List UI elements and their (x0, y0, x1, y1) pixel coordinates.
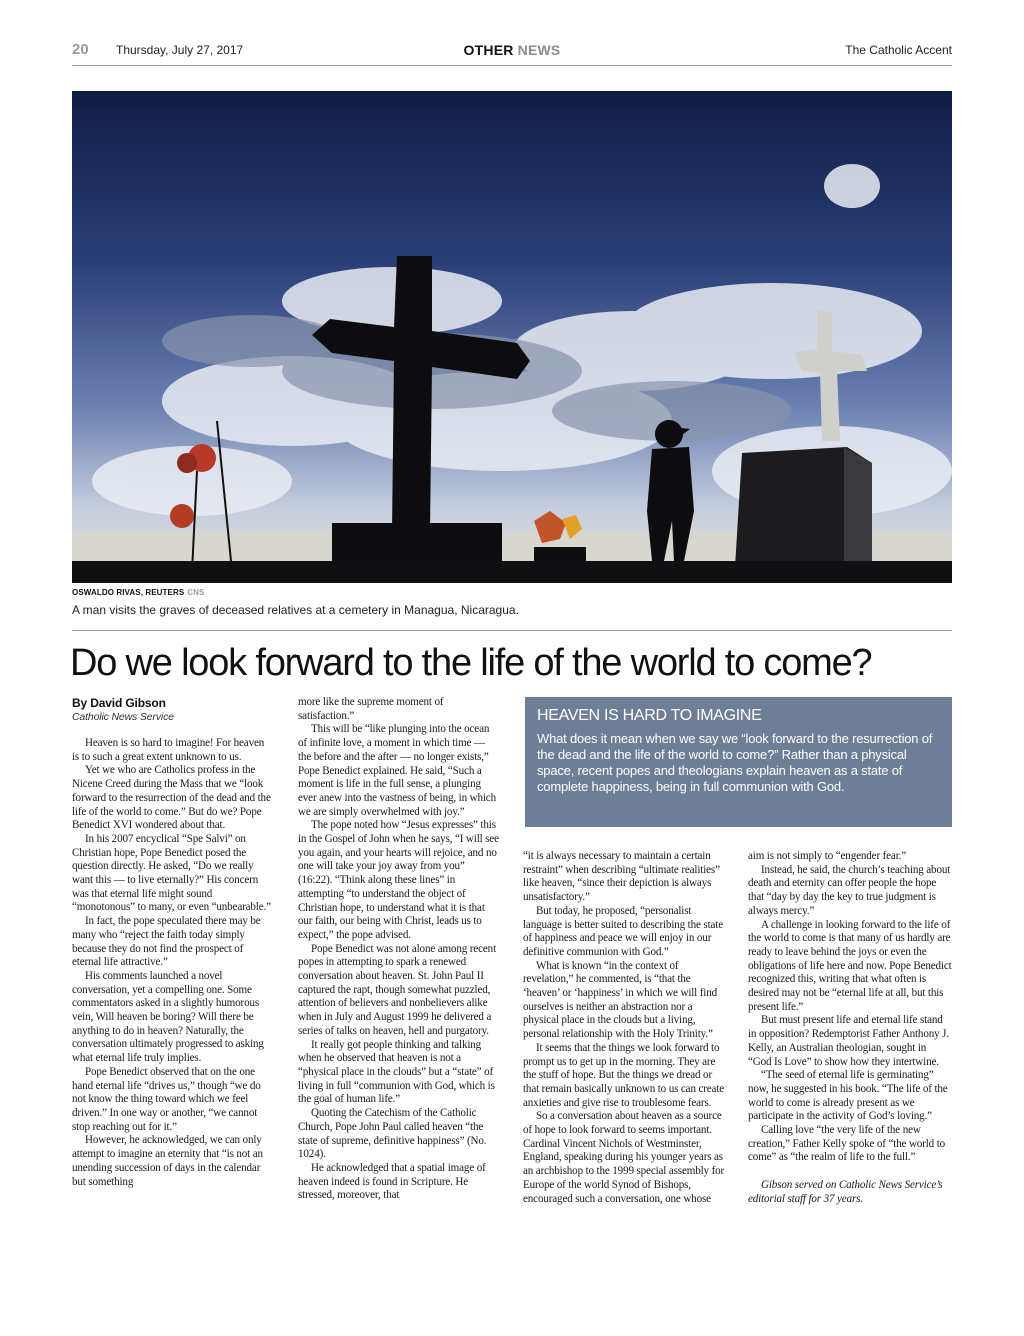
paragraph: It really got people thinking and talking when he observed that heaven is not a “physical place in the clouds” but a “state” of living in full “communion with God, which is the goal of human life.” (298, 1038, 495, 1106)
article-column-3 (523, 850, 726, 1206)
paragraph: He acknowledged that a spatial image of heaven indeed is found in Scripture. He stressed, moreover, that (298, 1161, 486, 1202)
paragraph: Pope Benedict observed that on the one hand eternal life “drives us,” though “we do not know the thing toward which we feel driven.” In one way or another, “we cannot stop reaching out for it.” (72, 1065, 261, 1133)
paragraph: Pope Benedict was not alone among recent popes in attempting to spark a renewed conversation about heaven. St. John Paul II captured the rapt, though somewhat puzzled, attention of believers and nonbelievers alike when in July and August 1999 he delivered a series of talks on heaven, hell and purgatory. (298, 942, 496, 1037)
byline: By David Gibson (72, 696, 166, 710)
paragraph-continued: “it is always necessary to maintain a certain restraint” when describing “ultimate realities” like heaven, “since their depiction is always unsatisfactory.” (523, 850, 720, 904)
author-signoff: Gibson served on Catholic News Service’s editorial staff for 37 years. (748, 1179, 943, 1205)
section-name (72, 42, 952, 58)
paragraph: His comments launched a novel conversation, yet a compelling one. Some commentators asked in a slightly humorous vein, Will heaven be boring? Will there be anything to do in heaven? Naturally, the conversation ultimately progressed to asking what eternal life truly implies. (72, 969, 264, 1065)
paragraph: In his 2007 encyclical “Spe Salvi” on Christian hope, Pope Benedict posed the question directly. He asked, “Do we really want this — to live eternally?” His concern was that eternal life might sound “monotonous” to many, or even “unbearable.” (72, 832, 271, 914)
cemetery-photo (72, 91, 952, 583)
page-number: 20 (72, 41, 89, 58)
section-name-part2: NEWS (517, 42, 561, 58)
publication-name: The Catholic Accent (845, 43, 952, 57)
paragraph: “The seed of eternal life is germinating” now, he suggested in his book. “The life of the world to come is already present as we participate in the activity of God’s loving.” (748, 1069, 948, 1123)
photo-credit-name: OSWALDO RIVAS, REUTERS (72, 588, 185, 597)
article-column-1 (72, 696, 272, 1189)
paragraph: The pope noted how “Jesus expresses” this in the Gospel of John when he says, “I will see you again, and your hearts will rejoice, and no one will take your joy away from you” (16:22). “Think along these lines” in attempting “to understand the object of Christian hope, to understand what it is that our faith, our being with Christ, leads us to expect,” the pope advised. (298, 819, 499, 941)
article-headline: Do we look forward to the life of the world to come? (70, 642, 872, 684)
article-column-4 (748, 850, 952, 1207)
paragraph: But today, he proposed, “personalist language is better suited to describing the state of happiness and peace we will enjoy in our definitive communion with God.” (523, 904, 723, 958)
paragraph: In fact, the pope speculated there may be many who “reject the faith today simply because they do not find the prospect of eternal life attractive.” (72, 915, 261, 969)
sidebar-title: HEAVEN IS HARD TO IMAGINE (537, 707, 762, 724)
byline-affiliation: Catholic News Service (72, 711, 174, 723)
article-column-2 (298, 696, 500, 1203)
paragraph: Calling love “the very life of the new creation,” Father Kelly spoke of “the world to come” as “the realm of life to the full.” (748, 1124, 946, 1164)
issue-date: Thursday, July 27, 2017 (116, 43, 244, 57)
sidebar-box (525, 697, 952, 827)
photo-credit (72, 588, 205, 597)
page-header (72, 40, 952, 62)
paragraph: It seems that the things we look forward to prompt us to get up in the morning. They are the stuff of hope. But the things we dread or that remain basically unknown to us can create anxieties and give rise to troublesome fears. (523, 1041, 725, 1109)
paragraph: However, he acknowledged, we can only attempt to imagine an eternity that “is not an unending succession of days in the calendar but something (72, 1134, 263, 1188)
paragraph-continued: aim is not simply to “engender fear.” (748, 850, 907, 862)
photo-credit-agency: CNS (187, 588, 205, 597)
paragraph: Quoting the Catechism of the Catholic Church, Pope John Paul called heaven “the state of supreme, definitive happiness” (No. 1024). (298, 1107, 487, 1161)
paragraph: Instead, he said, the church’s teaching about death and eternity can offer people the hope that “day by day the key to true judgment is always mercy.” (748, 863, 951, 917)
caption-rule (72, 630, 952, 631)
photo-caption: A man visits the graves of deceased relatives at a cemetery in Managua, Nicaragua. (72, 603, 519, 617)
paragraph: Yet we who are Catholics profess in the Nicene Creed during the Mass that we “look forward to the resurrection of the dead and the life of the world to come.” But do we? Pope Benedict XVI wondered about that. (72, 764, 271, 832)
paragraph: But must present life and eternal life stand in opposition? Redemptorist Father Anthony J. Kelly, an Australian theologian, sought in “God Is Love” to show how they intertwine. (748, 1014, 949, 1068)
paragraph-continued: more like the supreme moment of satisfaction.” (298, 696, 444, 722)
header-rule (72, 65, 952, 66)
paragraph: This will be “like plunging into the ocean of infinite love, a moment in which time — the before and the after — no longer exists,” Pope Benedict explained. He said, “Such a moment is life in the full sense, a plunging ever anew into the vastness of being, in which we are simply overwhelmed with joy.” (298, 723, 496, 818)
paragraph: So a conversation about heaven as a source of hope to look forward to seems important. Cardinal Vincent Nichols of Westminster, England, speaking during his younger years as an archbishop to the 1999 special assembly for Europe of the world Synod of Bishops, encouraged such a conversation, one whose (523, 1110, 725, 1205)
sidebar-text: What does it mean when we say we “look forward to the resurrection of the dead and the life of the world to come?” Rather than a physical space, recent popes and theologians explain heaven as a state of complete happiness, being in full communion with God. (537, 731, 933, 794)
paragraph: A challenge in looking forward to the life of the world to come is that many of us hardly are ready to leave behind the joys or even the obligations of life here and now. Pope Benedict recognized this, writing that what often is desired may not be “eternal life at all, but this present life.” (748, 918, 952, 1013)
paragraph: Heaven is so hard to imagine! For heaven is to such a great extent unknown to us. (72, 737, 265, 763)
section-name-part1: OTHER (463, 42, 514, 58)
paragraph: What is known “in the context of revelation,” he commented, is “that the ‘heaven’ or ‘happiness’ in which we will find ourselves is neither an abstraction nor a physical place in the clouds but a living, personal relationship with the Holy Trinity.” (523, 959, 718, 1041)
